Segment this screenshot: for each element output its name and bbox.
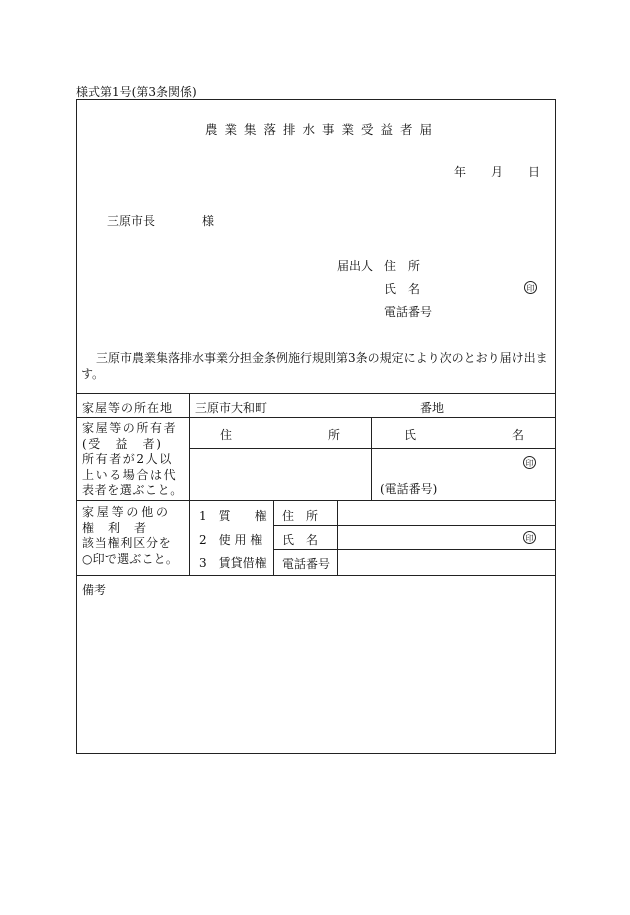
body-text-line-1: 三原市農業集落排水事業分担金条例施行規則第3条の規定により次のとおり届け出ま [96,351,548,365]
table-top-line [76,393,556,394]
owner-name-column-line [371,417,372,500]
location-banchi: 番地 [420,401,445,415]
right-lease: 3 賃貸借権 [199,556,267,570]
addressee-honorific: 様 [202,214,215,228]
other-label-block [82,505,184,567]
owner-label-block [82,421,184,499]
owner-label-line-3: 所有者が2人以 [82,452,173,466]
owner-phone-label: (電話番号) [380,482,438,496]
owner-label-line-1: 家屋等の所有者 [82,421,178,435]
addressee-name: 三原市長 [107,214,156,228]
date-year: 年 [454,165,467,179]
owner-name-header-2: 名 [512,428,525,442]
other-label-line-3: 該当権利区分を [82,536,172,550]
date-month: 月 [491,165,504,179]
body-text-line-2: す。 [81,367,105,381]
other-inner-line-1 [273,525,556,526]
owner-inner-line [189,448,556,449]
rights-column-line [273,500,274,575]
form-number: 様式第1号(第3条関係) [76,85,197,99]
date-day: 日 [528,165,541,179]
label-column-line [189,393,190,575]
right-use: 2 使 用 権 [199,533,263,547]
other-address-label: 住 所 [282,509,319,523]
other-seal-icon: 印 [523,531,536,544]
other-label-line-1: 家屋等の他の [82,505,171,519]
applicant-seal-icon: 印 [524,281,537,294]
other-field-column-line [337,500,338,575]
location-label: 家屋等の所在地 [82,401,174,415]
owner-address-header: 住 [220,428,233,442]
owner-label-line-5: 表者を選ぶこと。 [82,483,183,497]
location-city: 三原市大和町 [195,401,268,415]
form-title: 農業集落排水事業受益者届 [205,122,440,137]
owner-label-line-4: 上いる場合は代 [82,467,178,482]
owner-address-header-2: 所 [328,428,341,442]
right-pledge: 1 質 権 [199,509,267,523]
row-line-2 [76,500,556,501]
owner-name-header: 氏 [404,428,417,442]
other-label-line-4: ○印で選ぶこと。 [82,551,179,566]
applicant-address-label: 住 所 [384,259,421,273]
other-inner-line-2 [273,549,556,550]
applicant-name-label: 氏 名 [384,282,421,296]
other-label-line-2: 権 利 者 [82,520,148,535]
row-line-3 [76,575,556,576]
other-phone-label: 電話番号 [282,557,331,571]
row-line-1 [76,417,556,418]
applicant-label: 届出人 [337,259,374,273]
owner-label-line-2: (受 益 者) [82,436,163,451]
applicant-phone-label: 電話番号 [384,305,433,319]
other-name-label: 氏 名 [282,533,319,547]
owner-seal-icon: 印 [523,456,536,469]
remarks-label: 備考 [82,583,107,597]
